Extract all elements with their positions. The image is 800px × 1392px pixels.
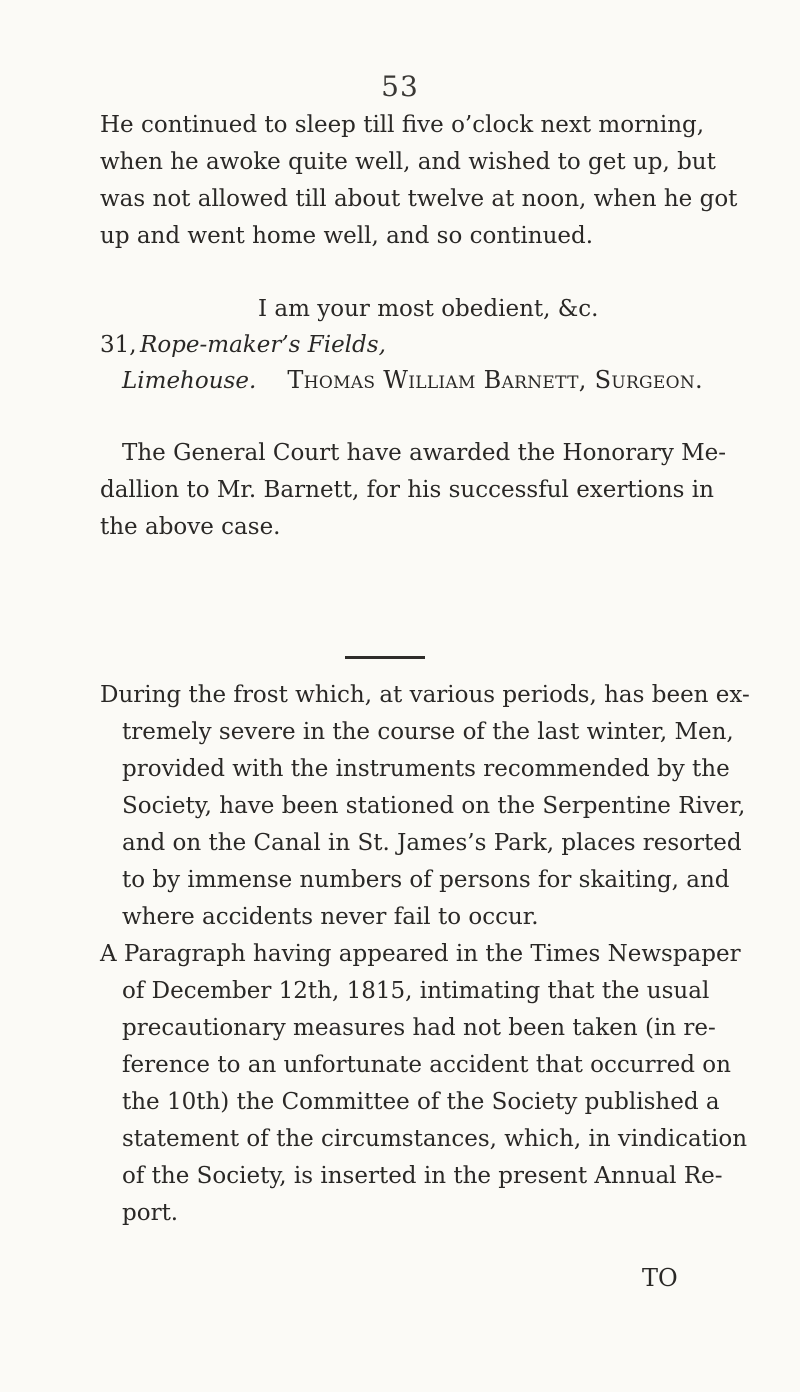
text-line: to by immense numbers of persons for skaiting, and [122,867,730,893]
text-line: ference to an unfortunate accident that occurred on [122,1052,731,1078]
address-district-text: Limehouse. [122,368,257,394]
letter-signature: Thomas William Barnett, Surgeon. [287,366,703,394]
text-line: The General Court have awarded the Honorary Me- [122,440,727,466]
text-line: A Paragraph having appeared in the Times Newspaper [100,941,741,967]
text-line: statement of the circumstances, which, in vindication [122,1126,748,1152]
text-line: the 10th) the Committee of the Society published a [122,1089,720,1115]
page-number: 53 [381,70,419,103]
address-street-text: Rope-maker’s Fields, [140,332,386,358]
text-line: of the Society, is inserted in the present Annual Re- [122,1163,723,1189]
text-line: provided with the instruments recommended by the [122,756,730,782]
text-line: dallion to Mr. Barnett, for his successful exertions in [100,477,714,503]
text-line: port. [122,1200,179,1226]
text-line: where accidents never fail to occur. [122,904,539,930]
text-line: and on the Canal in St. James’s Park, places resorted [122,830,742,856]
text-line: the above case. [100,514,281,540]
address-number: 31, [100,332,137,358]
text-line: up and went home well, and so continued. [100,223,594,249]
catchword: TO [642,1264,678,1292]
text-line: precautionary measures had not been taken (in re- [122,1015,716,1041]
text-line: Society, have been stationed on the Serpentine River, [122,793,746,819]
letter-signoff: I am your most obedient, &c. [258,296,599,322]
address-street [140,332,386,358]
text-line: when he awoke quite well, and wished to get up, but [100,149,716,175]
text-line: He continued to sleep till five o’clock next morning, [100,112,705,138]
section-divider [345,656,425,659]
address-district [122,368,256,394]
text-line: During the frost which, at various periods, has been ex- [100,682,750,708]
text-line: was not allowed till about twelve at noon, when he got [100,186,738,212]
text-line: tremely severe in the course of the last winter, Men, [122,719,734,745]
text-line: of December 12th, 1815, intimating that the usual [122,978,710,1004]
